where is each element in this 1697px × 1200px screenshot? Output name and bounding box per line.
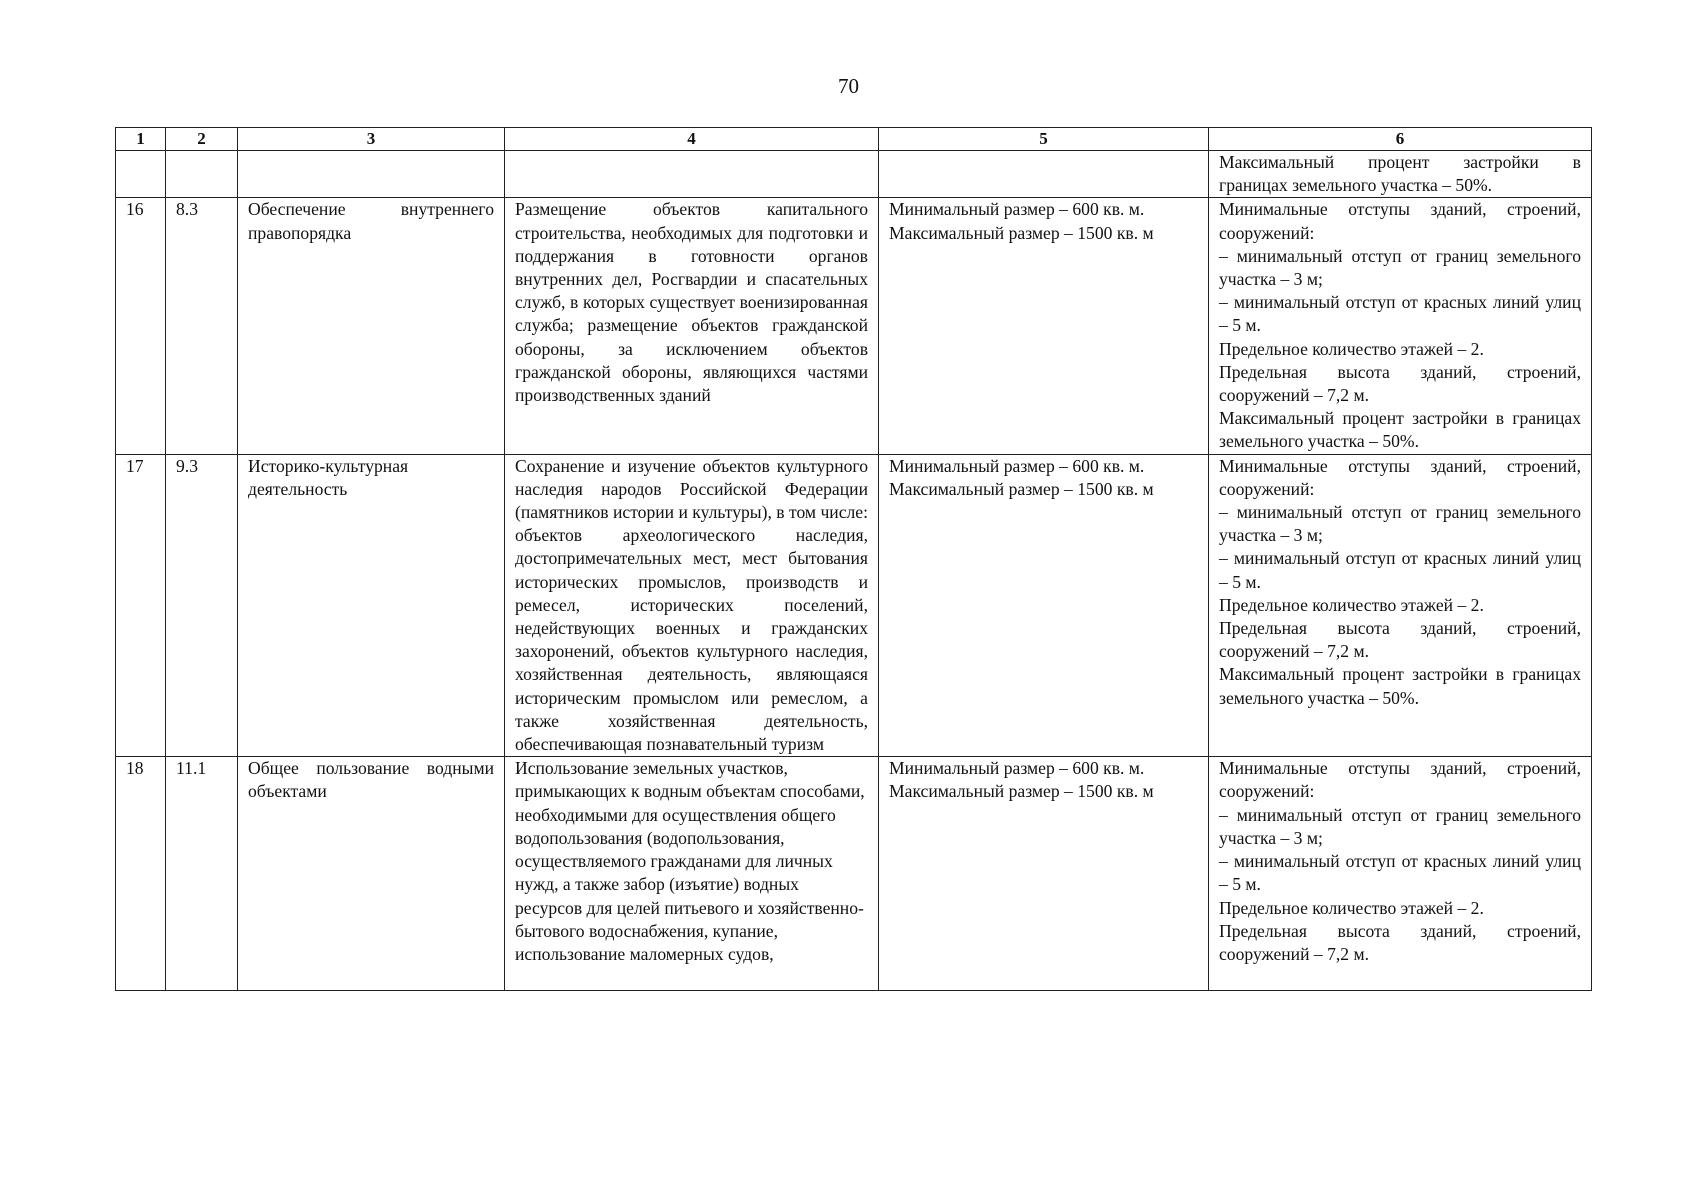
parameter-line: Минимальные отступы зданий, строений, сооружений: [1219,758,1581,802]
plot-size-min: Минимальный размер – 600 кв. м. [889,199,1145,220]
zoning-table [115,127,1592,991]
column-header-5: 5 [879,128,1209,151]
parameter-line: Предельное количество этажей – 2. [1219,897,1484,918]
parameter-line: – минимальный отступ от красных линий улиц – 5 м. [1219,851,1581,895]
plot-size [879,198,1209,454]
use-description: Использование земельных участков, примыкающих к водным объектам способами, необходимыми для осуществления общего водопользования (водопользования, осуществляемого гражданами для личных нужд, а также забор (изъятие) водных ресурсов для целей питьевого и хозяйственно-бытового водоснабжения, купание, использование маломерных судов, [515,758,865,964]
use-code: 8.3 [166,198,238,454]
continuation-cell-2 [166,151,238,198]
continuation-cell-4 [505,151,879,198]
table-row [116,454,1592,757]
parameter-line: – минимальный отступ от границ земельного участка – 3 м; [1219,245,1581,290]
building-parameters [1209,454,1592,757]
plot-size-max: Максимальный размер – 1500 кв. м [889,222,1154,243]
parameter-line: Максимальный процент застройки в границах земельного участка – 50%. [1219,664,1581,708]
parameter-line: Минимальные отступы зданий, строений, сооружений: [1219,199,1581,243]
parameter-line: – минимальный отступ от красных линий улиц – 5 м. [1219,292,1581,336]
continuation-cell-5 [879,151,1209,198]
parameter-line: Предельное количество этажей – 2. [1219,338,1484,359]
use-name: Историко-культурная деятельность [238,454,505,757]
table-row [116,198,1592,454]
row-number: 16 [116,198,166,454]
parameter-line: Минимальные отступы зданий, строений, сооружений: [1219,455,1581,499]
use-description: Размещение объектов капитального строительства, необходимых для подготовки и поддержания в готовности органов внутренних дел, Росгвардии и спасательных служб, в которых существует военизированная служба; размещение объектов гражданской обороны, за исключением объектов гражданской обороны, являющихся частями производственных зданий [505,198,879,454]
table-row [116,757,1592,991]
row-number: 18 [116,757,166,991]
parameter-line: Предельная высота зданий, строений, сооружений – 7,2 м. [1219,618,1581,662]
use-name: Обеспечение внутреннего правопорядка [238,198,505,454]
use-name: Общее пользование водными объектами [238,757,505,991]
column-header-1: 1 [116,128,166,151]
parameter-line: Максимальный процент застройки в границах земельного участка – 50%. [1219,408,1581,452]
parameter-line: Предельная высота зданий, строений, сооружений – 7,2 м. [1219,361,1581,406]
continuation-text-line: Максимальный процент застройки в [1219,152,1581,172]
use-code: 11.1 [166,757,238,991]
parameter-line: – минимальный отступ от границ земельного участка – 3 м; [1219,502,1581,546]
parameter-line: Предельное количество этажей – 2. [1219,594,1484,615]
column-header-2: 2 [166,128,238,151]
parameter-line: – минимальный отступ от границ земельного участка – 3 м; [1219,804,1581,848]
column-header-4: 4 [505,128,879,151]
continuation-cell-6 [1209,151,1592,198]
page-number: 70 [838,74,859,98]
row-number: 17 [116,454,166,757]
continuation-row [116,151,1592,198]
plot-size-max: Максимальный размер – 1500 кв. м [889,781,1154,802]
continuation-cell-1 [116,151,166,198]
column-header-3: 3 [238,128,505,151]
continuation-text-line: границах земельного участка – 50%. [1219,175,1493,196]
building-parameters [1209,198,1592,454]
use-description: Сохранение и изучение объектов культурного наследия народов Российской Федерации (памятников истории и культуры), в том числе: объектов археологического наследия, достопримечательных мест, мест бытования исторических промыслов, производств и ремесел, исторических поселений, недействующих военных и гражданских захоронений, объектов культурного наследия, хозяйственная деятельность, являющаяся историческим промыслом или ремеслом, а также хозяйственная деятельность, обеспечивающая познавательный туризм [505,454,879,757]
parameter-line: – минимальный отступ от красных линий улиц – 5 м. [1219,548,1581,592]
plot-size-min: Минимальный размер – 600 кв. м. [889,758,1145,779]
plot-size-max: Максимальный размер – 1500 кв. м [889,478,1154,499]
parameter-line: Предельная высота зданий, строений, сооружений – 7,2 м. [1219,920,1581,964]
header-row [116,128,1592,151]
plot-size [879,454,1209,757]
continuation-cell-3 [238,151,505,198]
use-code: 9.3 [166,454,238,757]
building-parameters [1209,757,1592,991]
use-description-cell [505,757,879,991]
plot-size-min: Минимальный размер – 600 кв. м. [889,455,1145,476]
column-header-6: 6 [1209,128,1592,151]
plot-size [879,757,1209,991]
